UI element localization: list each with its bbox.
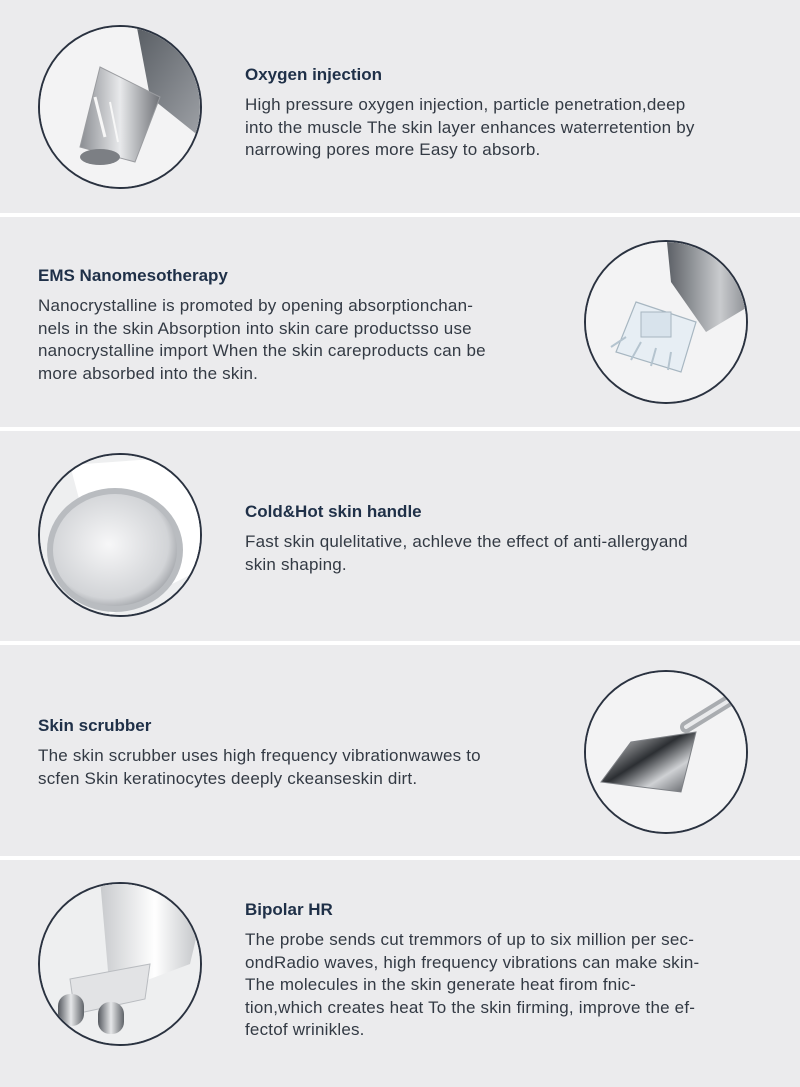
feature-section-scrubber	[0, 645, 800, 856]
feature-section-bipolar	[0, 860, 800, 1087]
oxygen-nozzle-icon	[40, 27, 200, 187]
feature-description: Fast skin qulelitative, achleve the effect of anti-allergyand skin shaping.	[245, 532, 688, 574]
feature-description: The skin scrubber uses high frequency vibrationwawes to scfen Skin keratinocytes deeply ckeanseskin dirt.	[38, 746, 481, 788]
oxygen-nozzle-image	[38, 25, 202, 189]
bipolar-probe-icon	[40, 884, 200, 1044]
scrubber-spatula-icon	[586, 672, 746, 832]
feature-section-cold-hot	[0, 431, 800, 641]
cold-hot-handle-icon	[40, 455, 200, 615]
feature-text-scrubber	[38, 715, 578, 790]
cold-hot-handle-image	[38, 453, 202, 617]
feature-text-oxygen	[245, 64, 785, 162]
feature-text-cold-hot	[245, 501, 785, 576]
bipolar-probe-image	[38, 882, 202, 1046]
feature-description: Nanocrystalline is promoted by opening absorptionchan- nels in the skin Absorption into skin care productsso use nanocrystalline import When the skin careproducts can be more absorbed into the skin.	[38, 296, 486, 383]
feature-title: EMS Nanomesotherapy	[38, 266, 228, 285]
feature-section-ems	[0, 217, 800, 427]
nano-needle-image	[584, 240, 748, 404]
feature-text-bipolar	[245, 899, 785, 1042]
scrubber-spatula-image	[584, 670, 748, 834]
feature-title: Cold&Hot skin handle	[245, 502, 422, 521]
nano-needle-icon	[586, 242, 746, 402]
feature-description: The probe sends cut tremmors of up to six million per sec- ondRadio waves, high frequency vibrations can make skin- The molecules in the skin generate heat firom fnic- tion,which creates heat To the skin firming, improve the ef- fectof wrinikles.	[245, 930, 700, 1039]
feature-text-ems	[38, 265, 578, 385]
feature-title: Bipolar HR	[245, 900, 333, 919]
feature-title: Skin scrubber	[38, 716, 152, 735]
feature-description: High pressure oxygen injection, particle penetration,deep into the muscle The skin layer enhances waterretention by narrowing pores more Easy to absorb.	[245, 95, 695, 159]
feature-section-oxygen	[0, 0, 800, 213]
feature-title: Oxygen injection	[245, 65, 382, 84]
